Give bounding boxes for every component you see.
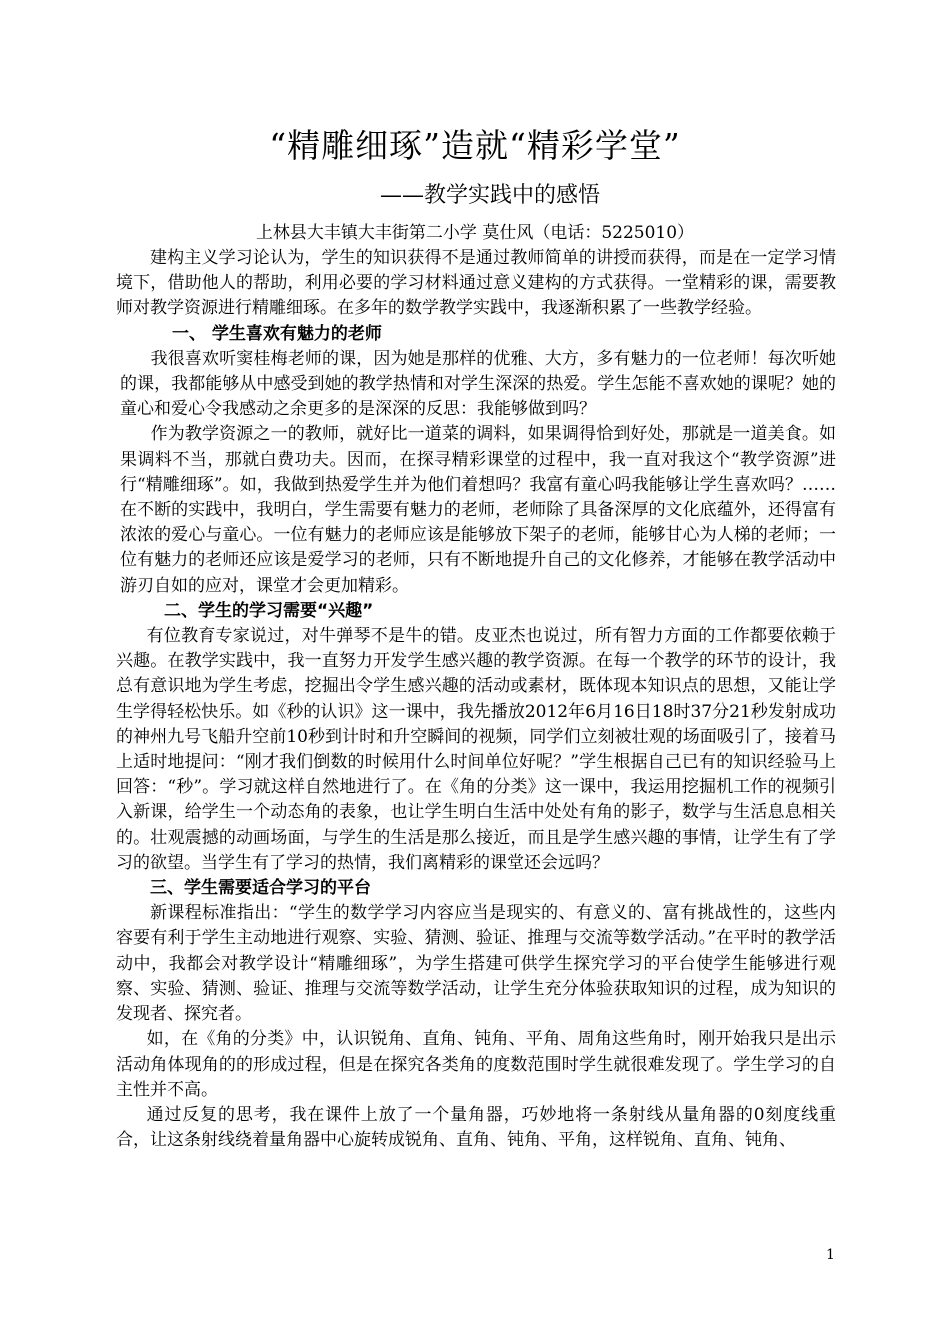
page-number: 1 <box>826 1247 835 1263</box>
document-title: “精雕细琢”造就“精彩学堂” <box>269 126 681 165</box>
body-paragraph: 通过反复的思考，我在课件上放了一个量角器，巧妙地将一条射线从量角器的0刻度线重合，让这条射线绕着量角器中心旋转成锐角、直角、钝角、平角，这样锐角、直角、钝角、 <box>116 1104 836 1151</box>
body-paragraph: 有位教育专家说过，对牛弹琴不是牛的错。皮亚杰也说过，所有智力方面的工作都要依赖于兴趣。在教学实践中，我一直努力开发学生感兴趣的教学资源。在每一个教学的环节的设计，我总有意识地为学生考虑，挖掘出令学生感兴趣的活动或素材，既体现本知识点的思想，又能让学生学得轻松快乐。如《秒的认识》这一课中，我先播放2012年6月16日18时37分21秒发射成功的神州九号飞船升空前10秒到计时和升空瞬间的视频，同学们立刻被壮观的场面吸引了，接着马上适时地提问：“刚才我们倒数的时候用什么时间单位好呢？”学生根据自己已有的知识经验马上回答：“秒”。学习就这样自然地进行了。在《角的分类》这一课中，我运用挖掘机工作的视频引入新课，给学生一个动态角的表象，也让学生明白生活中处处有角的影子，数学与生活息息相关的。壮观震撼的动画场面，与学生的生活是那么接近，而且是学生感兴趣的事情，让学生有了学习的欲望。当学生有了学习的热情，我们离精彩的课堂还会远吗？ <box>116 626 836 873</box>
document-subtitle: ——教学实践中的感悟 <box>379 183 600 208</box>
body-paragraph: 我很喜欢听窦桂梅老师的课，因为她是那样的优雅、大方，多有魅力的一位老师！每次听她的课，我都能够从中感受到她的教学热情和对学生深深的热爱。学生怎能不喜欢她的课呢？她的童心和爱心令我感动之余更多的是深深的反思：我能够做到吗？ <box>120 348 836 420</box>
author-line: 上林县大丰镇大丰街第二小学 莫仕风（电话：5225010） <box>255 223 695 243</box>
section-heading: 二、学生的学习需要“兴趣” <box>164 600 374 621</box>
body-paragraph: 新课程标准指出：“学生的数学学习内容应当是现实的、有意义的、富有挑战性的，这些内容要有利于学生主动地进行观察、实验、猜测、验证、推理与交流等数学活动。”在平时的教学活动中，我都会对教学设计“精雕细琢”，为学生搭建可供学生探究学习的平台使学生能够进行观察、实验、猜测、验证、推理与交流等数学活动，让学生充分体验获取知识的过程，成为知识的发现者、探究者。 <box>116 903 836 1025</box>
body-paragraph: 作为教学资源之一的教师，就好比一道菜的调料，如果调得恰到好处，那就是一道美食。如果调料不当，那就白费功夫。因而，在探寻精彩课堂的过程中，我一直对我这个“教学资源”进行“精雕细琢”。如，我做到热爱学生并为他们着想吗？我富有童心吗我能够让学生喜欢吗？……在不断的实践中，我明白，学生需要有魅力的老师，老师除了具备深厚的文化底蕴外，还得富有浓浓的爱心与童心。一位有魅力的老师应该是能够放下架子的老师，能够甘心为人梯的老师；一位有魅力的老师还应该是爱学习的老师，只有不断地提升自己的文化修养，才能够在教学活动中游刃自如的应对，课堂才会更加精彩。 <box>120 424 836 596</box>
section-heading: 一、 学生喜欢有魅力的老师 <box>172 323 382 344</box>
section-heading: 三、学生需要适合学习的平台 <box>150 878 371 899</box>
body-paragraph: 如，在《角的分类》中，认识锐角、直角、钝角、平角、周角这些角时，刚开始我只是出示活动角体现角的的形成过程，但是在探究各类角的度数范围时学生就很难发现了。学生学习的自主性并不高。 <box>116 1029 836 1100</box>
intro-paragraph: 建构主义学习论认为，学生的知识获得不是通过教师简单的讲授而获得，而是在一定学习情境下，借助他人的帮助，利用必要的学习材料通过意义建构的方式获得。一堂精彩的课，需要教师对教学资源进行精雕细琢。在多年的数学教学实践中，我逐渐积累了一些教学经验。 <box>116 248 836 319</box>
document-body <box>116 246 836 1153</box>
